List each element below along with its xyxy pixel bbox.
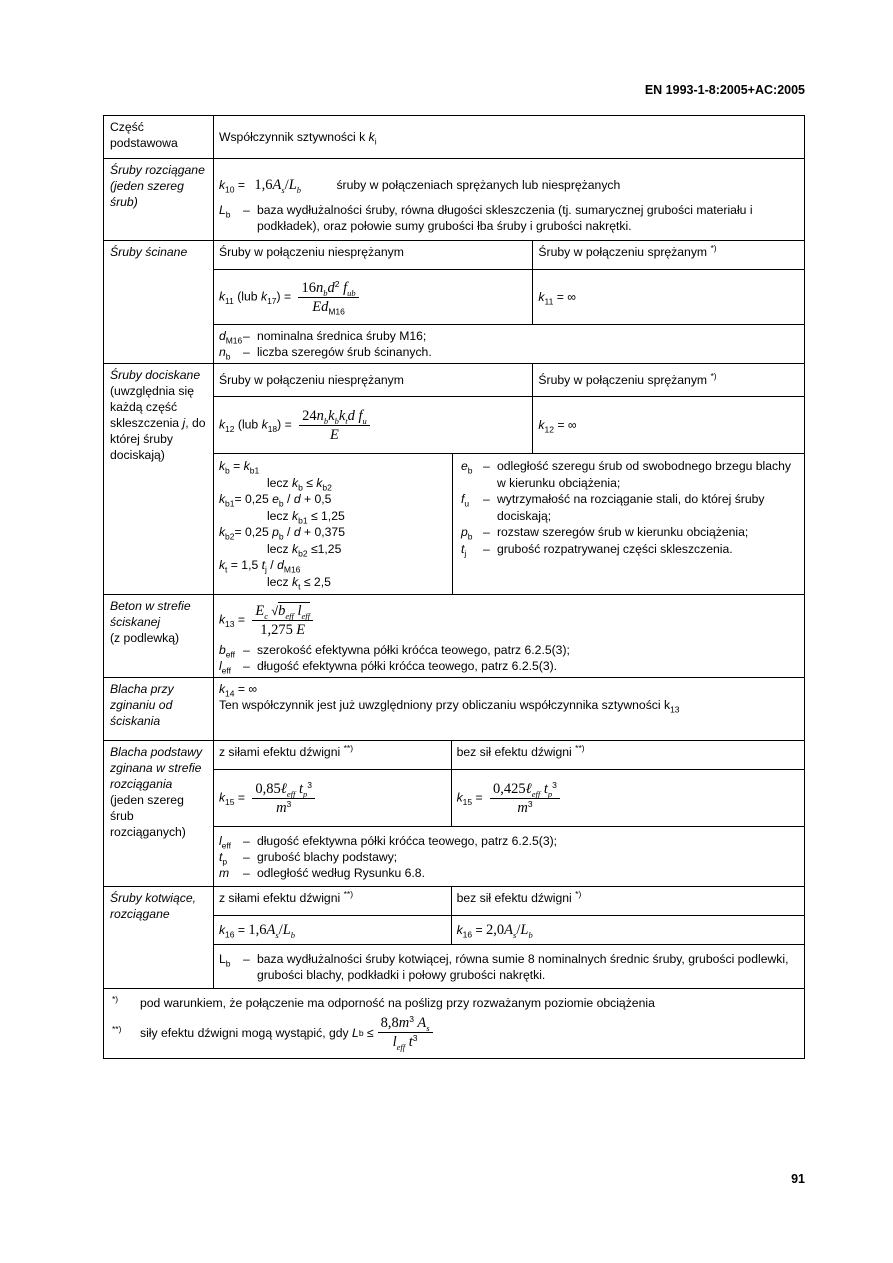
definition-leff: $l_{eff}$ – długość efektywna półki króćca teowego, patrz 6.2.5(3). bbox=[218, 659, 558, 676]
k15-without-prying: $k_{15}$ = $\frac{0,425\ell_{eff} t_p^3}{m^3}$ bbox=[451, 770, 804, 827]
table-row bbox=[104, 241, 805, 270]
category-tension-bolts: Śruby rozciągane (jeden szereg śrub) bbox=[104, 159, 214, 241]
table-row bbox=[104, 887, 805, 916]
k12-formula: $k_{12}$ (lub $k_{18}$) = $\frac{24n_bk_bk_td f_u}{E}$ bbox=[213, 397, 532, 454]
definition-tj: $t_j$ – grubość rozpatrywanej części skleszczenia. bbox=[460, 541, 733, 558]
k11-preloaded: $k_{11}$ = ∞ bbox=[533, 270, 805, 325]
definition-m: m – odległość według Rysunku 6.8. bbox=[218, 866, 425, 880]
k16-with-prying: $k_{16} = 1,6A_s/L_b$ bbox=[213, 916, 451, 945]
category-anchor-bolts: Śruby kotwiące, rozciągane bbox=[104, 887, 214, 989]
category-bearing-bolts: Śruby dociskane (uwzględnia się każdą część skleszczenia j, do której śruby dociskają) bbox=[104, 364, 214, 595]
table-row bbox=[104, 159, 805, 241]
col-without-prying: bez sił efektu dźwigni *) bbox=[451, 887, 804, 916]
col-non-preloaded: Śruby w połączeniu niesprężanym bbox=[213, 364, 532, 397]
category-plate-compression: Blacha przy zginaniu od ściskania bbox=[104, 678, 214, 741]
definition-lb: $L_b$ – baza wydłużalności śruby, równa długości skleszczenia (tj. sumarycznej grubości materiału i podkładek), oraz połowie sumy grubości łba śruby i grubości nakrętki. bbox=[218, 203, 753, 233]
footnote-2: **) siły efektu dźwigni mogą wystąpić, gdy L b ≤ $\frac{8,8m^3 A_s}{l_{eff} t^3}$ bbox=[112, 1015, 796, 1050]
definition-pb: $p_b$ – rozstaw szeregów śrub w kierunku obciążenia; bbox=[460, 525, 749, 542]
col-preloaded: Śruby w połączeniu sprężanym *) bbox=[533, 241, 805, 270]
page-number: 91 bbox=[791, 1172, 805, 1186]
k10-formula: $k_{10} = 1,6A_s/L_b$ śruby w połączeniach sprężanych lub niesprężanych bbox=[218, 177, 621, 195]
definition-dm16: $d_{M16}$ – nominalna średnica śruby M16; bbox=[218, 329, 427, 346]
header-col1: Część podstawowa bbox=[104, 116, 214, 159]
col-without-prying: bez sił efektu dźwigni **) bbox=[451, 741, 804, 770]
symbol-definitions bbox=[452, 454, 804, 594]
col-non-preloaded: Śruby w połączeniu niesprężanym bbox=[213, 241, 532, 270]
definition-eb: $e_b$ – odległość szeregu śrub od swobodnego brzegu blachy w kierunku obciążenia; bbox=[460, 459, 791, 490]
header-col2: Współczynnik sztywności k $k_i$ bbox=[213, 116, 804, 159]
col-preloaded: Śruby w połączeniu sprężanym *) bbox=[533, 364, 805, 397]
category-base-plate-tension: Blacha podstawy zginana w strefie rozciągania (jeden szereg śrub rozciąganych) bbox=[104, 741, 214, 887]
document-header: EN 1993-1-8:2005+AC:2005 bbox=[644, 83, 805, 97]
footnotes-row bbox=[104, 989, 805, 1059]
table-row bbox=[104, 595, 805, 678]
definition-beff: $b_{eff}$ – szerokość efektywna półki króćca teowego, patrz 6.2.5(3); bbox=[218, 643, 570, 660]
table-row bbox=[104, 741, 805, 770]
col-with-prying: z siłami efektu dźwigni **) bbox=[213, 887, 451, 916]
k14-formula: $k_{14}$ = ∞ bbox=[218, 682, 258, 699]
k11-formula: $k_{11}$ (lub $k_{17}$) = $\frac{16n_bd^2 f_{ub}}{Ed_{M16}}$ bbox=[213, 270, 532, 325]
definition-nb: $n_b$ – liczba szeregów śrub ścinanych. bbox=[218, 345, 432, 362]
definition-fu: $f_u$ – wytrzymałość na rozciąganie stali, do której śruby dociskają; bbox=[460, 492, 765, 523]
k13-formula: $k_{13}$ = $\frac{E_c √b_{eff} l_{eff}}{1,275 E}$ bbox=[219, 603, 799, 638]
table-row bbox=[104, 364, 805, 397]
k14-note: Ten współczynnik jest już uwzględniony przy obliczaniu współczynnika sztywności $k_{13}$ bbox=[218, 698, 680, 715]
kb-definitions: $k_b = k_{b1}$ lecz $k_b \le k_{b2}$ $k_{b1}= 0,25$ $e_b / d + 0,5$ lecz $k_{b1} \le 1,25$ $k_{b2}= 0,25$ $p_b / d + 0,375$ lecz $k_{b2} \le 1,25$ $k_t = 1,5$ $t_j / d_{M16}$ lecz $k_t \le 2,5$ bbox=[214, 454, 453, 594]
table-header-row bbox=[104, 116, 805, 159]
k15-with-prying: $k_{15}$ = $\frac{0,85\ell_{eff} t_p^3}{m^3}$ bbox=[213, 770, 451, 827]
category-shear-bolts: Śruby ścinane bbox=[104, 241, 214, 364]
category-concrete: Beton w strefie ściskanej (z podlewką) bbox=[104, 595, 214, 678]
col-with-prying: z siłami efektu dźwigni **) bbox=[213, 741, 451, 770]
k12-preloaded: $k_{12}$ = ∞ bbox=[533, 397, 805, 454]
definition-lb-anchor: $L_b$ – baza wydłużalności śruby kotwiącej, równa sumie 8 nominalnych średnic śruby, grubości podlewki, grubości blachy, podkładki i połowy grubości nakrętki. bbox=[218, 952, 789, 982]
definition-tp: $t_p$ – grubość blachy podstawy; bbox=[218, 850, 398, 867]
definition-leff: $l_{eff}$ – długość efektywna półki króćca teowego, patrz 6.2.5(3); bbox=[218, 834, 558, 851]
table-row bbox=[104, 678, 805, 741]
k16-without-prying: $k_{16} = 2,0A_s/L_b$ bbox=[451, 916, 804, 945]
footnote-1: *) pod warunkiem, że połączenie ma odporność na poślizg przy rozważanym poziomie obciążenia bbox=[112, 993, 655, 1010]
stiffness-coefficients-table bbox=[103, 115, 805, 1059]
